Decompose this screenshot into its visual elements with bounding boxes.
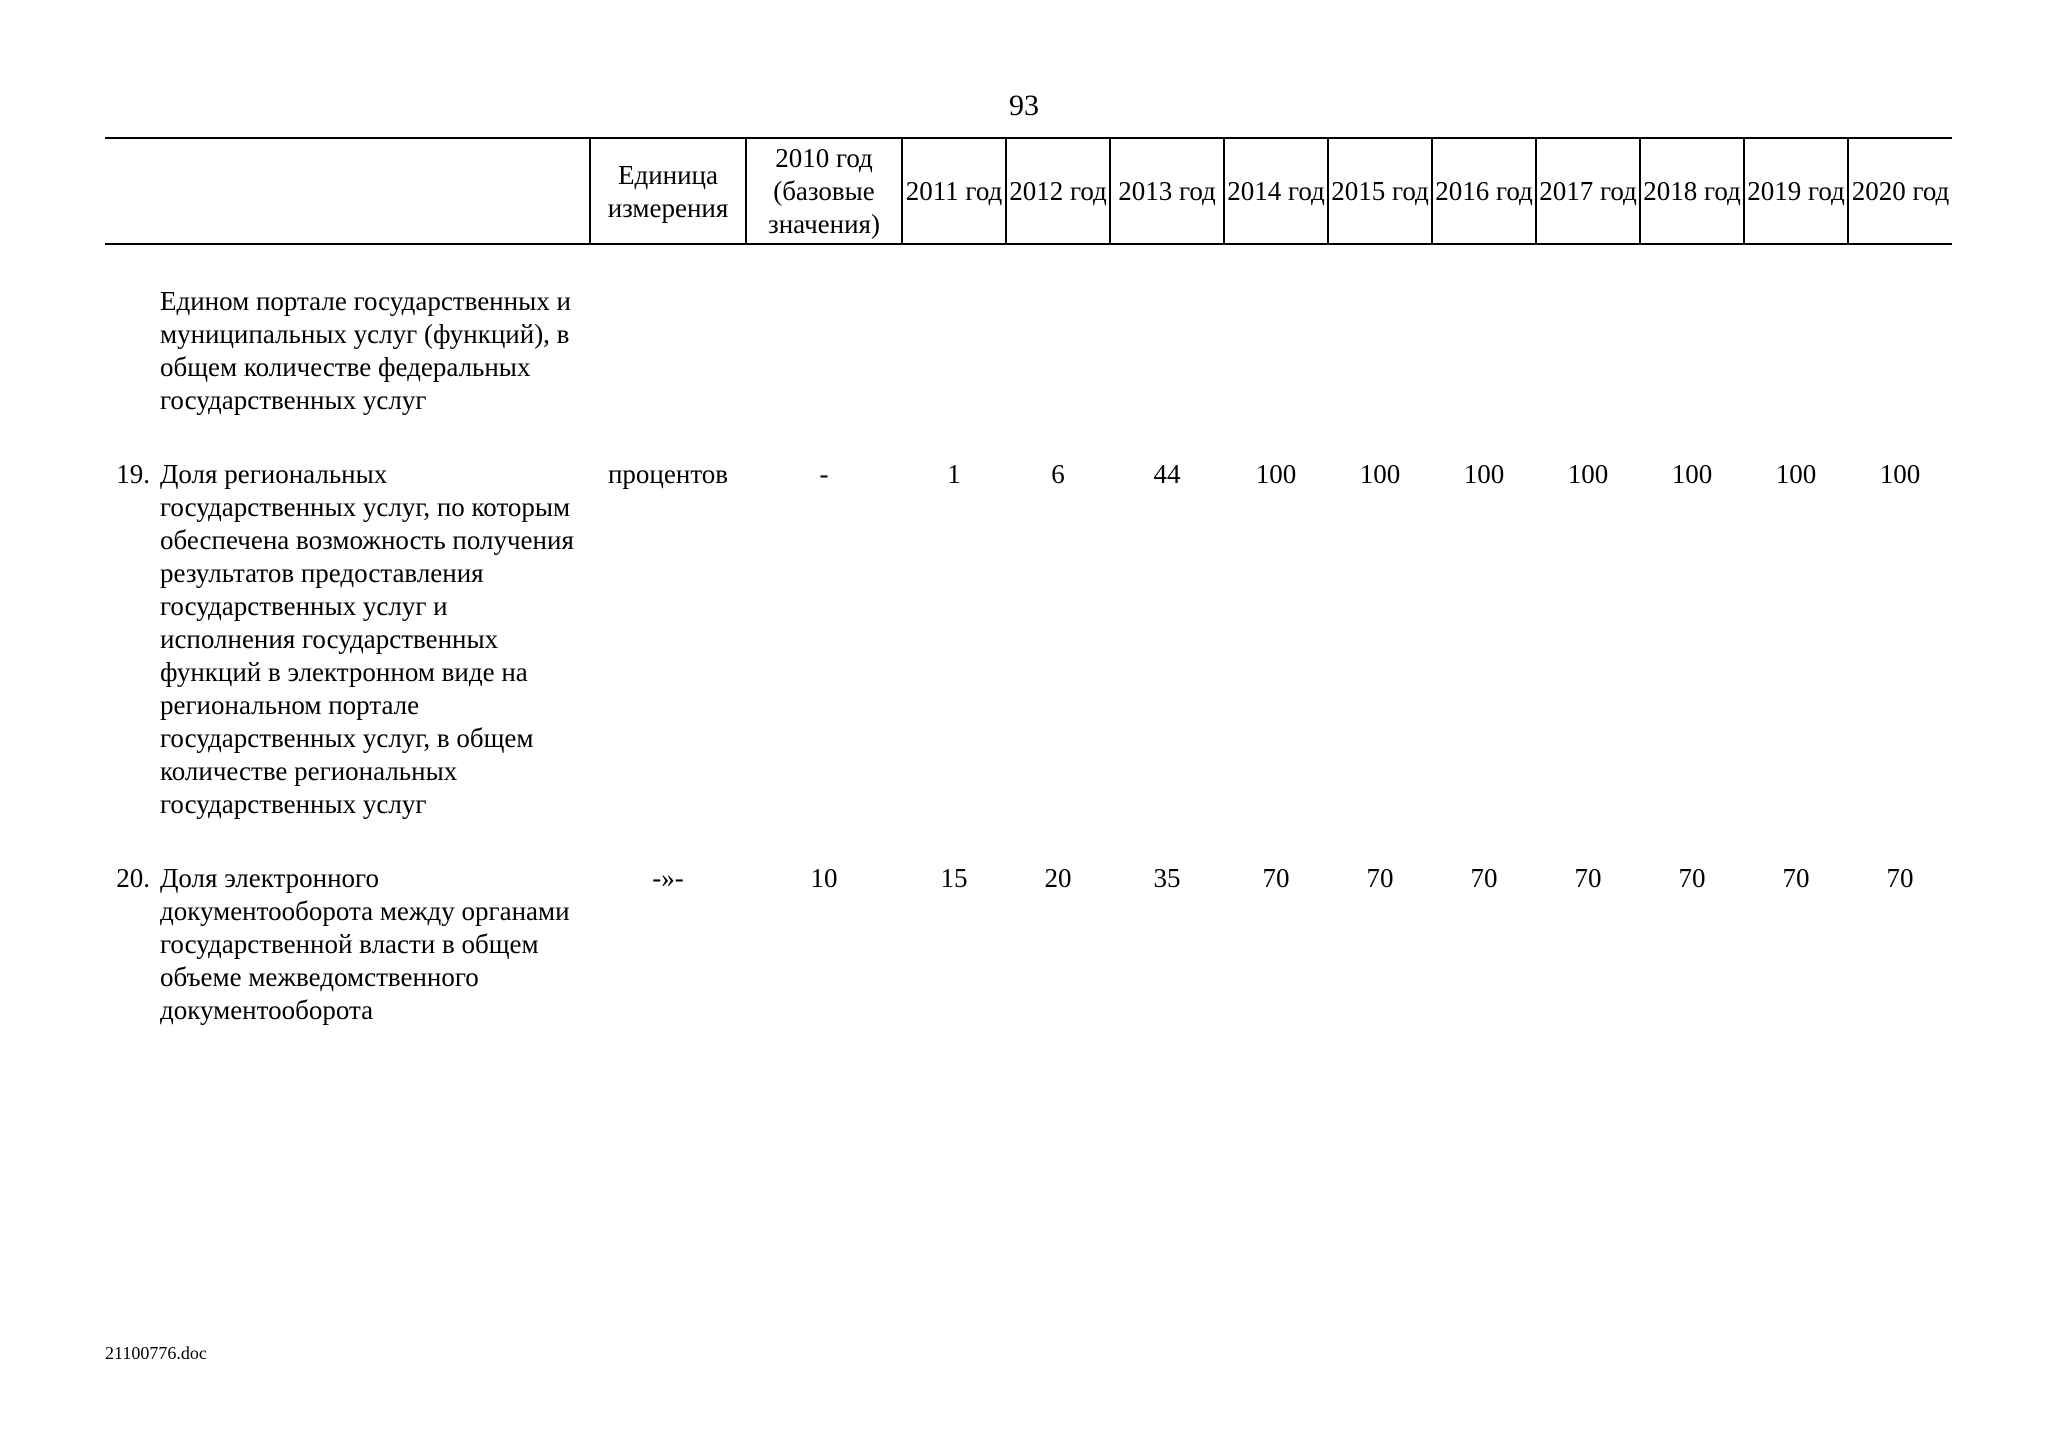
row-base-value: - (819, 459, 829, 489)
header-year: 2020 год (1848, 138, 1952, 244)
header-year: 2016 год (1432, 138, 1536, 244)
row-base-value: 10 (810, 863, 838, 893)
row-value: 44 (1153, 459, 1181, 489)
row-value: 20 (1044, 863, 1072, 893)
row-description: Доля электронного документооборота между органами государственной власти в общем объеме межведомственного документооборота (160, 863, 570, 1025)
header-year: 2013 год (1110, 138, 1224, 244)
row-value: 70 (1470, 863, 1498, 893)
row-value: 100 (1879, 459, 1921, 489)
continuation-text: Едином портале государственных и муниципальных услуг (функций), в общем количестве федеральных государственных услуг (160, 286, 571, 415)
table-row (105, 458, 1952, 862)
row-value: 1 (947, 459, 961, 489)
header-base-year: 2010 год (базовые значения) (746, 138, 902, 244)
header-unit: Единица измерения (590, 138, 746, 244)
header-year: 2015 год (1328, 138, 1432, 244)
header-year: 2011 год (902, 138, 1006, 244)
indicators-table (105, 137, 1952, 1068)
table-row-continuation (105, 244, 1952, 458)
header-year: 2017 год (1536, 138, 1640, 244)
header-year: 2012 год (1006, 138, 1110, 244)
row-value: 70 (1782, 863, 1810, 893)
row-number: 19. (116, 459, 150, 489)
page-number: 93 (1009, 89, 1039, 122)
header-row (105, 138, 1952, 244)
header-year: 2019 год (1744, 138, 1848, 244)
header-year: 2018 год (1640, 138, 1744, 244)
row-unit: процентов (607, 459, 729, 489)
row-value: 100 (1255, 459, 1297, 489)
row-value: 35 (1153, 863, 1181, 893)
row-value: 15 (940, 863, 968, 893)
table-row (105, 862, 1952, 1068)
document-filename: 21100776.doc (105, 1343, 207, 1363)
row-value: 70 (1886, 863, 1914, 893)
row-value: 70 (1678, 863, 1706, 893)
row-description: Доля региональных государственных услуг, по которым обеспечена возможность получения результатов предоставления государственных услуг и исполнения государственных функций в электронном виде на региональном портале государственных услуг, в общем количестве региональных государственных услуг (160, 459, 574, 819)
row-value: 70 (1574, 863, 1602, 893)
row-value: 100 (1463, 459, 1505, 489)
row-value: 100 (1359, 459, 1401, 489)
row-value: 100 (1775, 459, 1817, 489)
header-year: 2014 год (1224, 138, 1328, 244)
row-unit: -»- (652, 863, 684, 893)
header-description (105, 138, 590, 244)
row-number: 20. (116, 863, 150, 893)
row-value: 70 (1366, 863, 1394, 893)
row-value: 70 (1262, 863, 1290, 893)
row-value: 100 (1567, 459, 1609, 489)
row-value: 6 (1051, 459, 1065, 489)
row-value: 100 (1671, 459, 1713, 489)
